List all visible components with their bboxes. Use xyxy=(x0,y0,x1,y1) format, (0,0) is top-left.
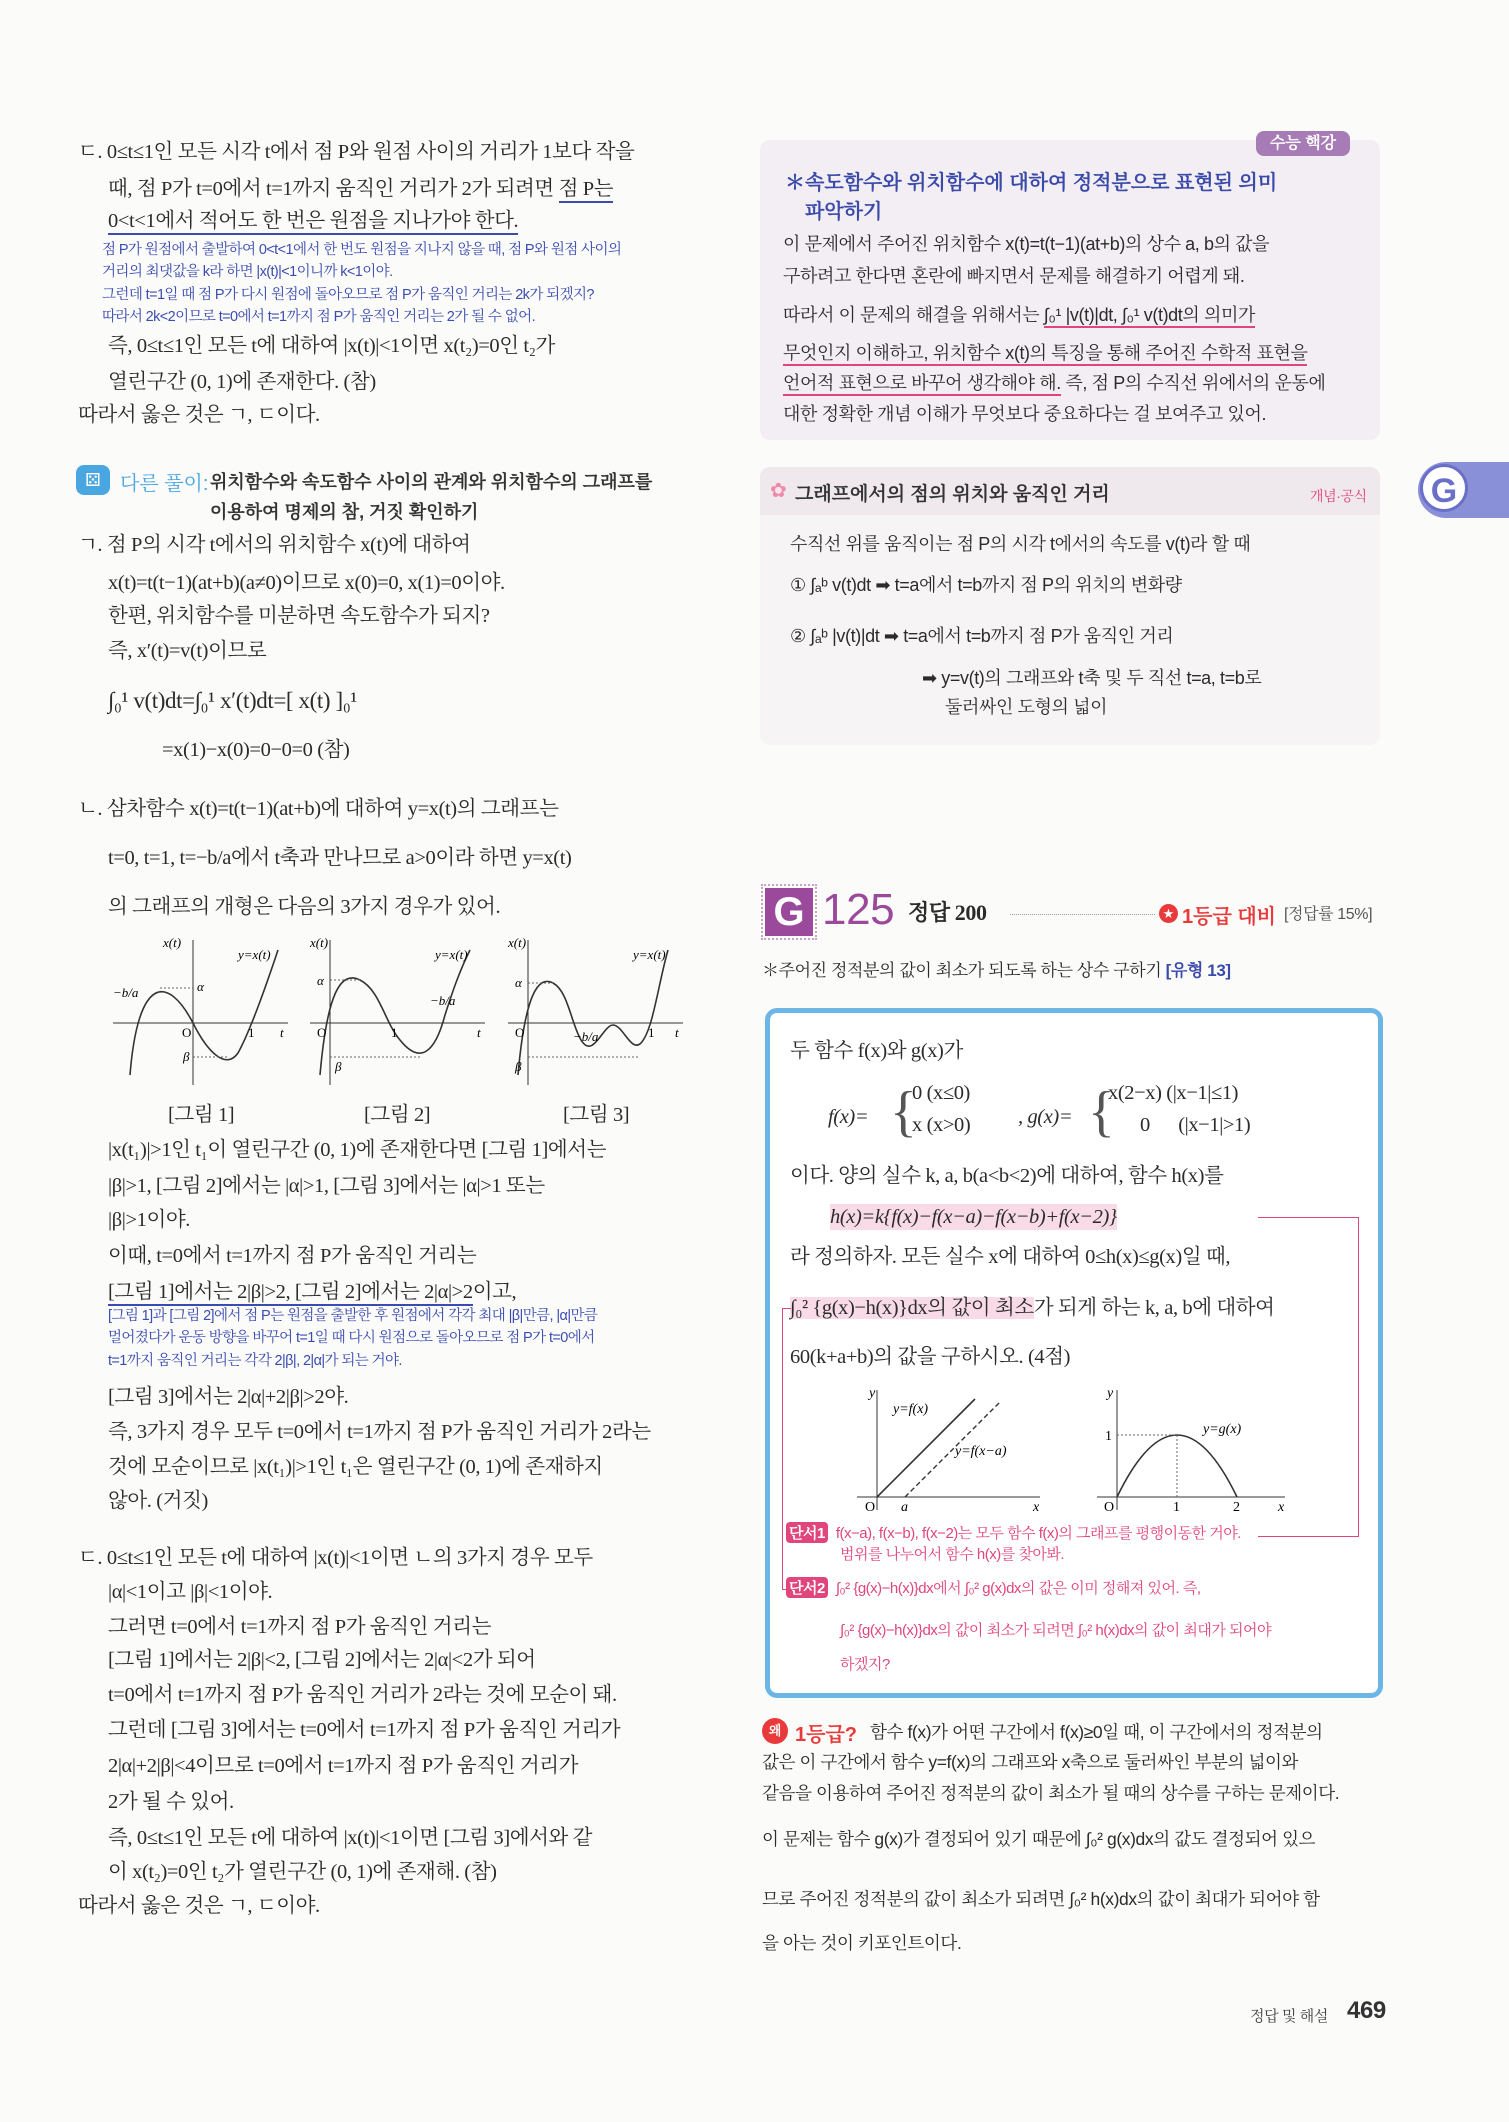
piecewise-case: x (x>0) xyxy=(912,1114,971,1136)
concept-title: 그래프에서의 점의 위치와 움직인 거리 xyxy=(795,484,1110,505)
tick-label: 1 xyxy=(391,1025,398,1040)
text-line: 이 문제에서 주어진 위치함수 x(t)=t(t−1)(at+b)의 상수 a, b의 값을 xyxy=(783,234,1270,254)
axis-label: x(t) xyxy=(310,935,329,950)
clue-1 xyxy=(786,1522,1241,1543)
blue-note: 거리의 최댓값을 k라 하면 |x(t)|<1이니까 k<1이야. xyxy=(102,264,393,280)
tick-label: 1 xyxy=(1105,1429,1112,1444)
clue-text: 하겠지? xyxy=(840,1656,890,1673)
integral-equation: ∫₀¹ v(t)dt=∫₀¹ x′(t)dt=[ x(t) ]₀¹ xyxy=(108,688,357,713)
origin-label: O xyxy=(317,1025,327,1040)
text-span: 이고, xyxy=(472,1281,517,1303)
text-line: ① ∫ₐᵇ v(t)dt ➡ t=a에서 t=b까지 점 P의 위치의 변화량 xyxy=(790,575,1182,595)
text-line: 즉, 0≤t≤1인 모든 t에 대하여 |x(t)|<1이면 x(t₂)=0인 t₂가 xyxy=(108,335,555,357)
text-line: 을 아는 것이 키포인트이다. xyxy=(762,1933,962,1953)
clue-text: f(x−a), f(x−b), f(x−2)는 모두 함수 f(x)의 그래프를 평행이동한 거야. xyxy=(835,1525,1241,1542)
text-line: |α|<1이고 |β|<1이야. xyxy=(108,1581,273,1603)
axis-label: y xyxy=(1107,1386,1114,1401)
text-line: 한편, 위치함수를 미분하면 속도함수가 되지? xyxy=(108,605,490,627)
text-span: , g(x)= xyxy=(1018,1106,1073,1128)
text-line: ㄴ. 삼차함수 x(t)=t(t−1)(at+b)에 대하여 y=x(t)의 그래프는 xyxy=(78,798,559,820)
text-line: 즉, x′(t)=v(t)이므로 xyxy=(108,640,267,662)
text-line: t=0, t=1, t=−b/a에서 t축과 만나므로 a>0이라 하면 y=x(t) xyxy=(108,847,572,869)
text-line: 것에 모순이므로 |x(t₁)|>1인 t₁은 열린구간 (0, 1)에 존재하지 xyxy=(108,1456,603,1478)
text-line xyxy=(783,340,1307,366)
text-span: 때, 점 P가 t=0에서 t=1까지 움직인 거리가 2가 되려면 xyxy=(108,178,559,200)
axis-label: x xyxy=(1278,1500,1285,1515)
root-label: −b/a xyxy=(430,993,456,1008)
beta-label: β xyxy=(335,1059,342,1074)
text-line xyxy=(108,1279,516,1305)
blue-note: 그런데 t=1일 때 점 P가 다시 원점에 돌아오므로 점 P가 움직인 거리는 2k가 되겠지? xyxy=(102,287,594,303)
text-line: [그림 3]에서는 2|α|+2|β|>2야. xyxy=(108,1386,349,1408)
text-line xyxy=(790,1295,1275,1321)
text-line: 값은 이 구간에서 함수 y=f(x)의 그래프와 x축으로 둘러싸인 부분의 넓이와 xyxy=(762,1752,1298,1772)
why-label: 1등급? xyxy=(795,1724,857,1746)
text-line: 이 x(t₂)=0인 t₂가 열린구간 (0, 1)에 존재해. (참) xyxy=(108,1861,497,1883)
beta-label: β xyxy=(183,1049,190,1064)
alt-solution-label: 다른 풀이: xyxy=(120,473,209,495)
piecewise-case: 0 (|x−1|>1) xyxy=(1140,1114,1251,1136)
text-line: 이때, t=0에서 t=1까지 점 P가 움직인 거리는 xyxy=(108,1245,477,1267)
correct-rate: [정답률 15%] xyxy=(1284,906,1373,923)
origin-label: O xyxy=(182,1025,192,1040)
blue-note: [그림 1]과 [그림 2]에서 점 P는 원점을 출발한 후 원점에서 각각 최대 |β|만큼, |α|만큼 xyxy=(108,1308,598,1324)
text-line: 같음을 이용하여 주어진 정적분의 값이 최소가 될 때의 상수를 구하는 문제이다. xyxy=(762,1783,1340,1803)
curve-label: y=x(t) xyxy=(435,947,468,962)
text-line: |β|>1이야. xyxy=(108,1209,190,1231)
figure-2-graph xyxy=(305,935,495,1095)
text-line: 60(k+a+b)의 값을 구하시오. (4점) xyxy=(790,1346,1071,1368)
axis-label: x xyxy=(1033,1500,1040,1515)
text-line: |x(t₁)|>1인 t₁이 열린구간 (0, 1)에 존재한다면 [그림 1]에서는 xyxy=(108,1139,607,1161)
text-line: ㄷ. 0≤t≤1인 모든 시각 t에서 점 P와 원점 사이의 거리가 1보다 작을 xyxy=(78,141,635,163)
text-line xyxy=(108,176,613,202)
text-line: 이다. 양의 실수 k, a, b(a<b<2)에 대하여, 함수 h(x)를 xyxy=(790,1165,1224,1187)
text-span: f(x)= xyxy=(828,1106,869,1128)
highlighted-text: ∫₀² {g(x)−h(x)}dx의 값이 최소 xyxy=(790,1297,1034,1319)
tick-label: 2 xyxy=(1233,1500,1240,1515)
tick-label: 1 xyxy=(648,1025,655,1040)
text-line: x(t)=t(t−1)(at+b)(a≠0)이므로 x(0)=0, x(1)=0이야. xyxy=(108,572,505,594)
text-line: 함수 f(x)가 어떤 구간에서 f(x)≥0일 때, 이 구간에서의 정적분의 xyxy=(870,1722,1323,1742)
problem-subtitle xyxy=(762,958,1231,984)
figure-caption: [그림 1] xyxy=(168,1104,235,1126)
text-span: ＊주어진 정적분의 값이 최소가 되도록 하는 상수 구하기 xyxy=(762,961,1166,980)
alpha-label: α xyxy=(197,979,204,994)
underlined-text: [그림 1]에서는 2|β|>2, [그림 2]에서는 2|α|>2 xyxy=(108,1281,473,1306)
alt-solution-icon: ⚄ xyxy=(76,465,110,495)
text-line: 구하려고 한다면 혼란에 빠지면서 문제를 해결하기 어렵게 돼. xyxy=(783,266,1245,286)
text-line: 라 정의하자. 모든 실수 x에 대하여 0≤h(x)≤g(x)일 때, xyxy=(790,1246,1231,1268)
graph-f xyxy=(855,1385,1050,1515)
axis-label: t xyxy=(675,1025,679,1040)
text-line: 않아. (거짓) xyxy=(108,1490,208,1512)
graph-g xyxy=(1095,1385,1295,1515)
text-line xyxy=(783,302,1255,328)
text-line: 2|α|+2|β|<4이므로 t=0에서 t=1까지 점 P가 움직인 거리가 xyxy=(108,1755,579,1777)
text-span: 즉, 점 P의 수직선 위에서의 운동에 xyxy=(1060,373,1326,393)
alpha-label: α xyxy=(317,973,324,988)
text-line: |β|>1, [그림 2]에서는 |α|>1, [그림 3]에서는 |α|>1 또는 xyxy=(108,1175,545,1197)
alt-solution-title: 이용하여 명제의 참, 거짓 확인하기 xyxy=(210,502,479,522)
origin-label: O xyxy=(515,1025,525,1040)
curve-label: y=x(t) xyxy=(238,947,271,962)
text-line: 이 문제는 함수 g(x)가 결정되어 있기 때문에 ∫₀² g(x)dx의 값도 결정되어 있으 xyxy=(762,1829,1316,1849)
brace: { xyxy=(1088,1081,1115,1143)
text-line: 따라서 옳은 것은 ㄱ, ㄷ이다. xyxy=(78,404,320,426)
underlined-text: ∫₀¹ |v(t)|dt, ∫₀¹ v(t)dt의 의미가 xyxy=(1044,305,1255,328)
text-line: ➡ y=v(t)의 그래프와 t축 및 두 직선 t=a, t=b로 xyxy=(922,668,1262,688)
highlighted-equation: h(x)=k{f(x)−f(x−a)−f(x−b)+f(x−2)} xyxy=(830,1206,1117,1228)
axis-label: x(t) xyxy=(508,935,527,950)
text-line: t=0에서 t=1까지 점 P가 움직인 거리가 2라는 것에 모순이 돼. xyxy=(108,1684,617,1706)
why-badge: 왜 xyxy=(762,1718,788,1744)
beta-label: β xyxy=(515,1059,522,1074)
text-line: 그러면 t=0에서 t=1까지 점 P가 움직인 거리는 xyxy=(108,1616,492,1638)
star-icon: ★ xyxy=(1159,904,1178,923)
figure-caption: [그림 2] xyxy=(364,1104,431,1126)
tick-label: 1 xyxy=(1173,1500,1180,1515)
problem-type-link[interactable]: [유형 13] xyxy=(1165,961,1231,980)
axis-label: y xyxy=(869,1386,876,1401)
concept-tag: 개념·공식 xyxy=(1310,488,1367,504)
underlined-text: 언어적 표현으로 바꾸어 생각해야 해. xyxy=(783,373,1061,396)
page-number: 469 xyxy=(1347,1997,1386,2024)
alt-solution-title: 위치함수와 속도함수 사이의 관계와 위치함수의 그래프를 xyxy=(210,472,653,492)
figure-caption: [그림 3] xyxy=(563,1104,630,1126)
blue-note: 따라서 2k<2이므로 t=0에서 t=1까지 점 P가 움직인 거리는 2가 될 수 없어. xyxy=(102,309,536,325)
flower-icon: ✿ xyxy=(770,480,787,502)
core-lecture-title: ＊속도함수와 위치함수에 대하여 정적분으로 표현된 의미 xyxy=(785,172,1278,194)
text-line: 대한 정확한 개념 이해가 무엇보다 중요하다는 걸 보여주고 있어. xyxy=(783,404,1267,424)
root-label: −b/a xyxy=(113,985,139,1000)
curve-label: y=g(x) xyxy=(1203,1422,1242,1437)
blue-note: 멀어졌다가 운동 방향을 바꾸어 t=1일 때 다시 원점으로 돌아오므로 점 P가 t=0에서 xyxy=(108,1330,595,1346)
text-line xyxy=(783,370,1325,396)
axis-label: t xyxy=(280,1025,284,1040)
text-line: 그런데 [그림 3]에서는 t=0에서 t=1까지 점 P가 움직인 거리가 xyxy=(108,1719,621,1741)
brace: { xyxy=(890,1081,917,1143)
text-line: 열린구간 (0, 1)에 존재한다. (참) xyxy=(108,371,376,393)
axis-label: t xyxy=(477,1025,481,1040)
text-line: 므로 주어진 정적분의 값이 최소가 되려면 ∫₀² h(x)dx의 값이 최대가 되어야 함 xyxy=(762,1889,1320,1909)
dotted-leader xyxy=(1010,914,1155,915)
text-line: 의 그래프의 개형은 다음의 3가지 경우가 있어. xyxy=(108,896,501,918)
axis-label: x(t) xyxy=(163,935,182,950)
figure-1-graph xyxy=(108,935,298,1095)
root-label: −b/a xyxy=(573,1029,599,1044)
text-line: 즉, 0≤t≤1인 모든 t에 대하여 |x(t)|<1이면 [그림 3]에서와 같 xyxy=(108,1827,593,1849)
text-line: 둘러싸인 도형의 넓이 xyxy=(945,697,1108,717)
text-line: ② ∫ₐᵇ |v(t)|dt ➡ t=a에서 t=b까지 점 P가 움직인 거리 xyxy=(790,626,1174,646)
origin-label: O xyxy=(865,1500,876,1515)
clue-text: ∫₀² {g(x)−h(x)}dx의 값이 최소가 되려면 ∫₀² h(x)dx의 값이 최대가 되어야 xyxy=(840,1622,1271,1639)
text-span: 가 되게 하는 k, a, b에 대하여 xyxy=(1033,1297,1275,1319)
piecewise-case: 0 (x≤0) xyxy=(912,1082,970,1104)
text-line: 수직선 위를 움직이는 점 P의 시각 t에서의 속도를 v(t)라 할 때 xyxy=(790,534,1251,554)
underlined-text: 0<t<1에서 적어도 한 번은 원점을 지나가야 한다. xyxy=(108,210,518,235)
chapter-tab-letter: G xyxy=(1420,464,1468,512)
text-line: 따라서 옳은 것은 ㄱ, ㄷ이야. xyxy=(78,1895,320,1917)
text-line: 즉, 3가지 경우 모두 t=0에서 t=1까지 점 P가 움직인 거리가 2라는 xyxy=(108,1421,651,1443)
problem-chapter-letter: G xyxy=(765,888,813,936)
text-line: 두 함수 f(x)와 g(x)가 xyxy=(790,1040,963,1062)
problem-number: 125 xyxy=(822,885,895,934)
clue-2 xyxy=(786,1577,1201,1598)
text-line: 2가 될 수 있어. xyxy=(108,1791,234,1813)
piecewise-case: x(2−x) (|x−1|≤1) xyxy=(1108,1082,1239,1104)
alpha-label: α xyxy=(515,975,522,990)
problem-answer: 정답 200 xyxy=(908,900,987,925)
curve-label: y=f(x−a) xyxy=(955,1444,1007,1459)
origin-label: O xyxy=(1104,1500,1115,1515)
curve-label: y=x(t) xyxy=(633,947,666,962)
text-span: 따라서 이 문제의 해결을 위해서는 xyxy=(783,305,1044,325)
blue-note: t=1까지 움직인 거리는 각각 2|β|, 2|α|가 되는 거야. xyxy=(108,1353,402,1369)
text-line: =x(1)−x(0)=0−0=0 (참) xyxy=(162,739,350,761)
text-line xyxy=(108,208,518,234)
core-lecture-badge: 수능 핵강 xyxy=(1256,131,1350,156)
clue-text: ∫₀² {g(x)−h(x)}dx에서 ∫₀² g(x)dx의 값은 이미 정해져 있어. 즉, xyxy=(835,1580,1201,1597)
core-lecture-title: 파악하기 xyxy=(805,201,883,223)
underlined-text: 점 P는 xyxy=(559,178,614,203)
curve-label: y=f(x) xyxy=(893,1402,929,1417)
underlined-text: 무엇인지 이해하고, 위치함수 x(t)의 특징을 통해 주어진 수학적 표현을 xyxy=(783,343,1307,366)
clue-tag: 단서2 xyxy=(786,1577,828,1598)
blue-note: 점 P가 원점에서 출발하여 0<t<1에서 한 번도 원점을 지나지 않을 때, 점 P와 원점 사이의 xyxy=(102,242,622,258)
clue-connector xyxy=(782,1308,791,1590)
text-line: ㄱ. 점 P의 시각 t에서의 위치함수 x(t)에 대하여 xyxy=(78,534,471,556)
level-label: 1등급 대비 xyxy=(1182,906,1276,928)
tick-label: 1 xyxy=(248,1025,255,1040)
clue-text: 범위를 나누어서 함수 h(x)를 찾아봐. xyxy=(840,1546,1065,1563)
tick-label: a xyxy=(901,1500,908,1515)
text-line: ㄷ. 0≤t≤1인 모든 t에 대하여 |x(t)|<1이면 ㄴ의 3가지 경우 모두 xyxy=(78,1547,593,1569)
text-line: [그림 1]에서는 2|β|<2, [그림 2]에서는 2|α|<2가 되어 xyxy=(108,1649,536,1671)
footer-label: 정답 및 해설 xyxy=(1250,2008,1328,2025)
figure-3-graph xyxy=(503,935,693,1095)
clue-tag: 단서1 xyxy=(786,1522,828,1543)
